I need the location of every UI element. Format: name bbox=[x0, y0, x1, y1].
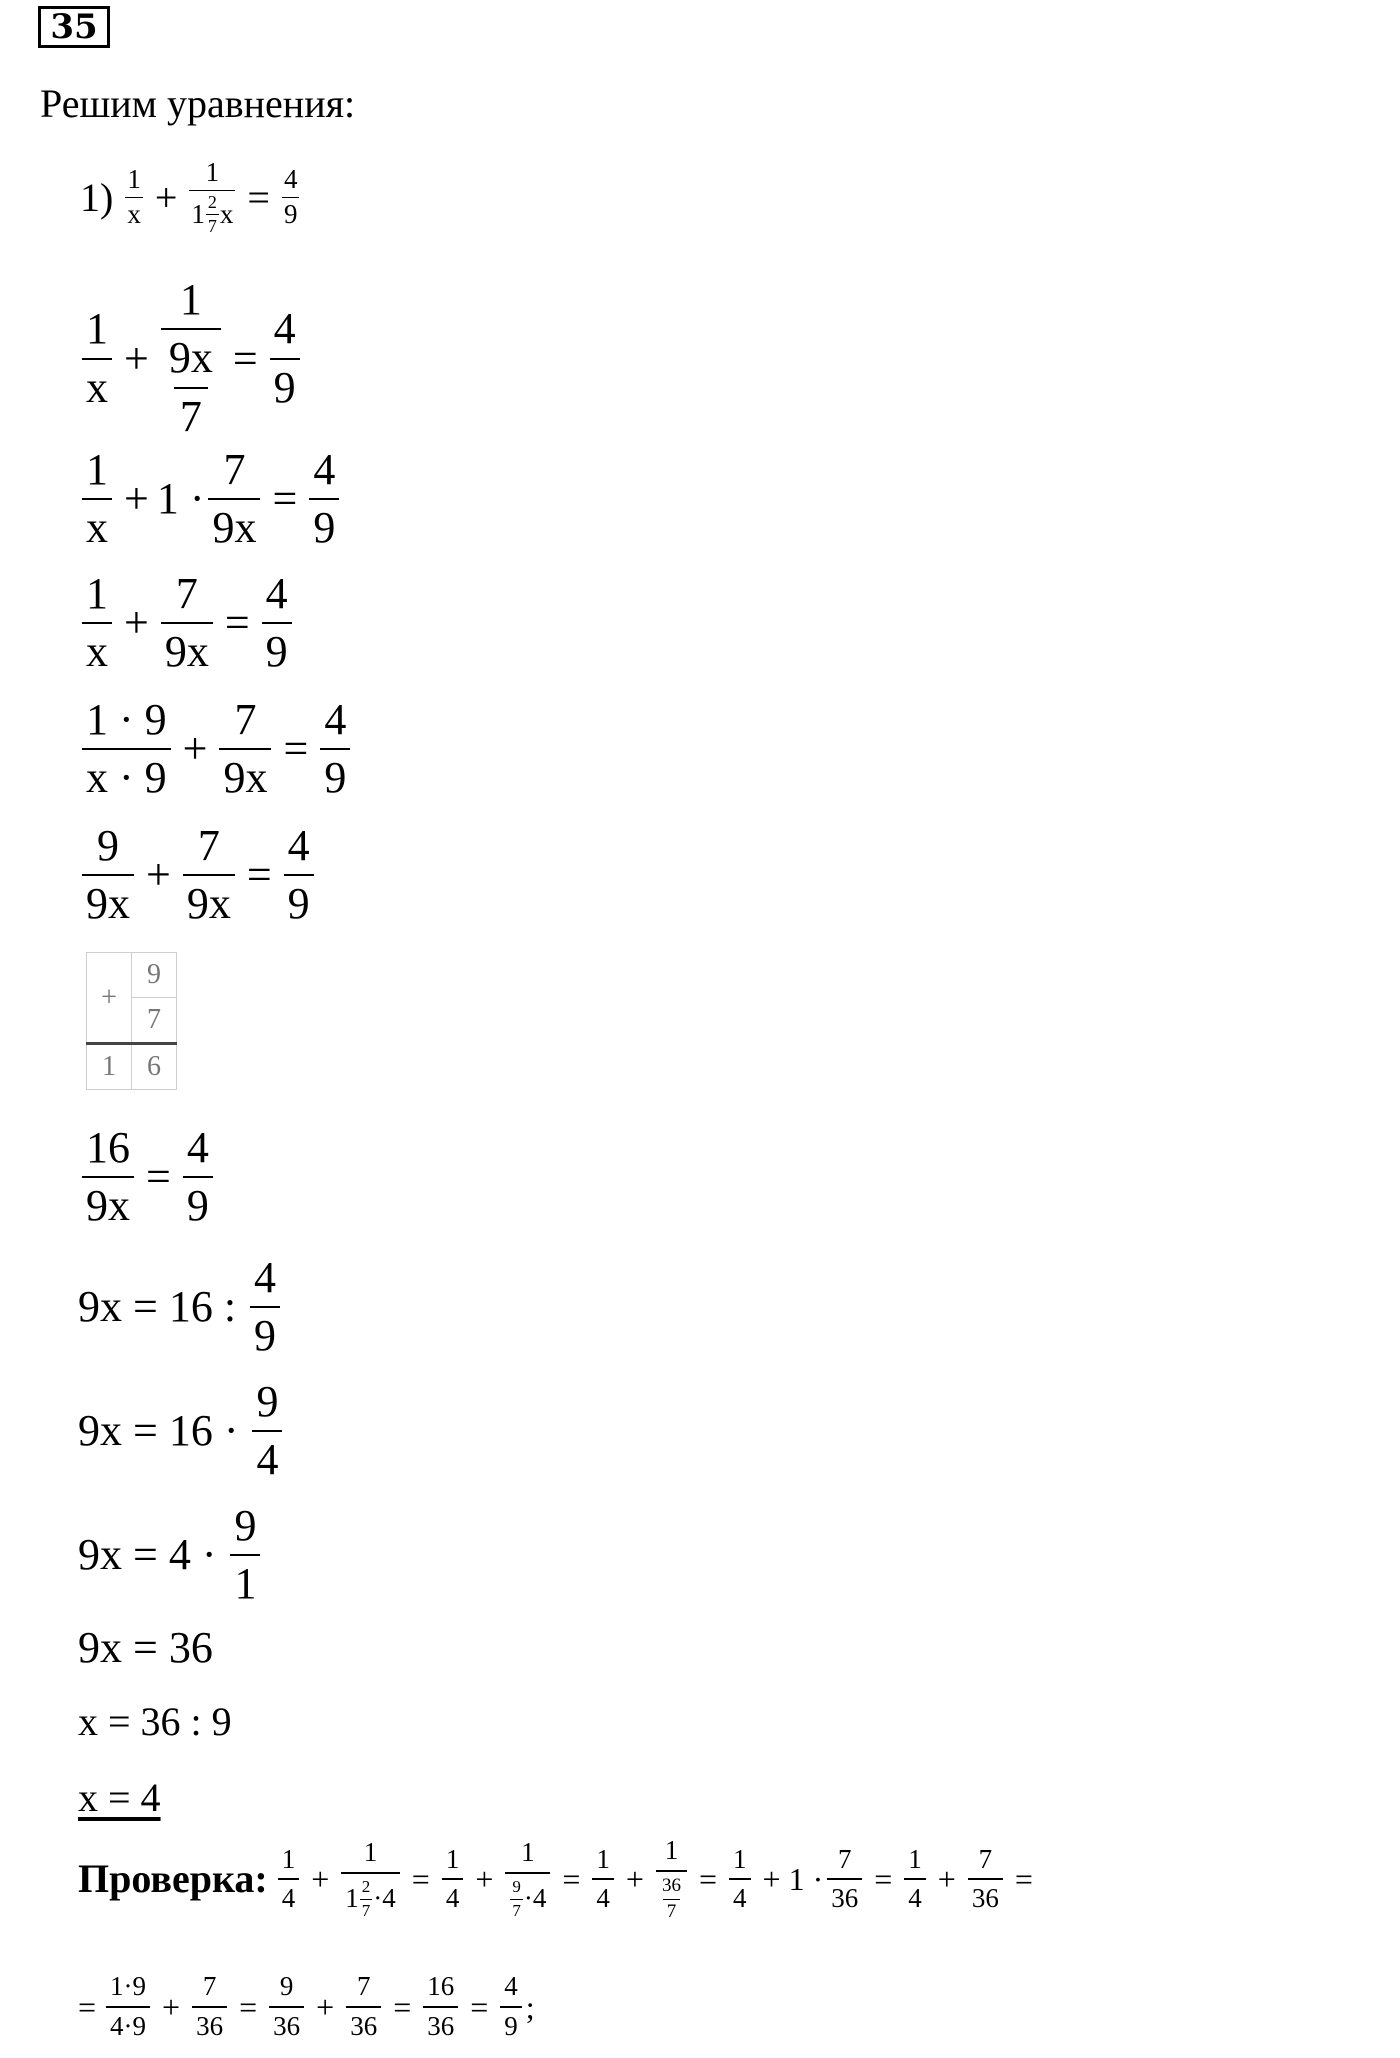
denominator: 9x bbox=[82, 1176, 134, 1230]
operator: + bbox=[182, 724, 208, 774]
numerator: 4 bbox=[265, 569, 288, 618]
math-text: ; bbox=[525, 1988, 535, 2025]
fraction bbox=[505, 1838, 550, 1920]
plus-sign: + bbox=[87, 953, 132, 1044]
fraction bbox=[309, 446, 339, 553]
fraction bbox=[219, 696, 271, 803]
denominator: 36 bbox=[968, 1878, 1003, 1914]
math-text: 36 bbox=[661, 1874, 681, 1896]
digit: 6 bbox=[132, 1044, 177, 1090]
fraction bbox=[360, 1878, 373, 1920]
denominator: 9 bbox=[500, 2006, 522, 2042]
numerator: 4 bbox=[287, 821, 310, 870]
denominator: 36 bbox=[269, 2006, 304, 2042]
column-addition bbox=[86, 952, 177, 1090]
denominator: x bbox=[127, 199, 141, 230]
denominator: 36 bbox=[423, 2006, 458, 2042]
numerator: 9 bbox=[234, 1501, 257, 1550]
math-text: 1 bbox=[191, 199, 205, 230]
numerator: 4 bbox=[504, 1971, 518, 2001]
operator: = bbox=[698, 1861, 718, 1898]
fraction bbox=[82, 1124, 134, 1231]
numerator: 9 bbox=[512, 1876, 521, 1896]
operator: = bbox=[283, 724, 309, 774]
denominator: 4·9 bbox=[106, 2006, 150, 2042]
fraction bbox=[206, 193, 219, 238]
numerator: 2 bbox=[361, 1876, 371, 1896]
denominator: 9 bbox=[283, 199, 298, 230]
fraction bbox=[82, 822, 134, 929]
numerator: 7 bbox=[175, 569, 198, 618]
denominator: 9 bbox=[284, 874, 314, 928]
numerator: 1 bbox=[205, 157, 220, 187]
denominator: 36 bbox=[827, 1878, 862, 1914]
equation-1 bbox=[80, 158, 303, 237]
fraction bbox=[82, 570, 112, 677]
numerator: 16 bbox=[427, 1971, 455, 2001]
operator: + bbox=[162, 1988, 181, 2025]
denominator: 7 bbox=[361, 1900, 371, 1920]
operator: = bbox=[224, 598, 250, 648]
fraction bbox=[106, 1972, 150, 2041]
numerator: 7 bbox=[197, 821, 220, 870]
fraction bbox=[82, 305, 112, 412]
equation-8 bbox=[78, 1254, 284, 1361]
fraction bbox=[230, 1502, 260, 1609]
fraction bbox=[592, 1845, 614, 1914]
equation-6 bbox=[78, 822, 318, 929]
fraction bbox=[656, 1836, 687, 1922]
operator: + bbox=[124, 474, 149, 524]
denominator: x bbox=[82, 498, 112, 552]
operator: + bbox=[146, 850, 171, 900]
numerator: 7 bbox=[234, 695, 257, 744]
denominator: 9 bbox=[309, 498, 339, 552]
numerator: 7 bbox=[223, 445, 246, 494]
math-text: 9x = 16 : bbox=[78, 1282, 237, 1332]
fraction bbox=[262, 570, 292, 677]
denominator: x bbox=[82, 622, 112, 676]
denominator bbox=[161, 328, 221, 441]
operator: = bbox=[232, 333, 258, 383]
fraction bbox=[252, 1378, 282, 1485]
equation-5 bbox=[78, 696, 354, 803]
digit: 7 bbox=[132, 998, 177, 1044]
operator: = bbox=[393, 1988, 412, 2025]
intro-text: Решим уравнения: bbox=[40, 81, 356, 126]
numerator: 1 bbox=[179, 275, 202, 324]
operator: + bbox=[937, 1861, 956, 1898]
denominator: 7 bbox=[207, 216, 217, 237]
denominator: x · 9 bbox=[82, 748, 171, 802]
fraction bbox=[423, 1972, 458, 2041]
operator: + bbox=[124, 598, 149, 648]
numerator: 16 bbox=[86, 1123, 130, 1172]
operator: = bbox=[246, 850, 272, 900]
numerator: 7 bbox=[356, 1971, 371, 2001]
fraction bbox=[208, 446, 260, 553]
operator: + bbox=[124, 333, 149, 383]
denominator: 9 bbox=[320, 748, 350, 802]
operator: + bbox=[625, 1861, 644, 1898]
numerator: 4 bbox=[283, 164, 298, 195]
fraction bbox=[320, 696, 350, 803]
fraction bbox=[270, 305, 300, 412]
equation-11: 9x = 36 bbox=[78, 1623, 213, 1672]
numerator: 1 bbox=[86, 445, 108, 494]
numerator: 1 · 9 bbox=[86, 695, 167, 744]
operator: = bbox=[411, 1861, 430, 1898]
numerator: 7 bbox=[837, 1843, 852, 1874]
check-line bbox=[78, 1836, 1041, 1922]
fraction bbox=[183, 1124, 213, 1231]
check-line-2 bbox=[78, 1972, 535, 2041]
fraction bbox=[82, 446, 112, 553]
fraction bbox=[442, 1845, 464, 1914]
denominator: 9 bbox=[270, 358, 300, 412]
fraction bbox=[729, 1845, 751, 1914]
numerator: 1 bbox=[86, 569, 108, 618]
numerator: 1 bbox=[521, 1837, 535, 1868]
fraction bbox=[510, 1878, 523, 1920]
equation-9 bbox=[78, 1378, 286, 1485]
numerator: 1 bbox=[908, 1843, 922, 1874]
numerator: 1 bbox=[733, 1843, 747, 1874]
operator: + bbox=[316, 1988, 335, 2025]
math-text: 9x bbox=[168, 333, 213, 383]
fraction bbox=[827, 1845, 862, 1914]
denominator: 9 bbox=[183, 1176, 213, 1230]
denominator: 9x bbox=[219, 748, 271, 802]
operator: + bbox=[475, 1861, 494, 1898]
denominator: 36 bbox=[192, 2006, 227, 2042]
fraction bbox=[346, 1972, 381, 2041]
equation-2 bbox=[78, 276, 304, 441]
equation-12: x = 36 : 9 bbox=[78, 1699, 232, 1744]
operator: + bbox=[762, 1861, 781, 1898]
numerator: 1 bbox=[86, 304, 108, 354]
operator: + bbox=[311, 1861, 330, 1898]
numerator: 4 bbox=[254, 1253, 277, 1302]
fraction bbox=[269, 1972, 304, 2041]
denominator: 4 bbox=[729, 1878, 751, 1914]
digit: 9 bbox=[132, 953, 177, 998]
answer: x = 4 bbox=[78, 1775, 161, 1820]
math-text: x bbox=[219, 199, 234, 230]
denominator bbox=[341, 1872, 400, 1920]
math-text: 1 · bbox=[156, 474, 205, 524]
denominator: 1 bbox=[230, 1554, 260, 1608]
operator: = bbox=[239, 1988, 258, 2025]
fraction bbox=[189, 158, 235, 237]
numerator: 9 bbox=[279, 1971, 294, 2001]
operator: = bbox=[1014, 1861, 1033, 1898]
check-label: Проверка: bbox=[78, 1856, 268, 1902]
math-text: 1 bbox=[345, 1883, 359, 1914]
denominator: x bbox=[82, 358, 112, 412]
numerator: 1 bbox=[363, 1837, 378, 1868]
math-text: 1 · bbox=[788, 1861, 824, 1898]
equation-4 bbox=[78, 570, 296, 677]
math-text: 9x = 16 · bbox=[78, 1406, 239, 1456]
operator: = bbox=[874, 1861, 893, 1898]
numerator: 2 bbox=[207, 191, 217, 212]
equation-7 bbox=[78, 1124, 217, 1231]
fraction bbox=[125, 165, 143, 229]
item-label: 1) bbox=[80, 174, 114, 220]
math-text: = bbox=[78, 1988, 97, 2025]
math-text: 7 bbox=[663, 1899, 681, 1923]
numerator: 1 bbox=[281, 1843, 296, 1874]
denominator: 4 bbox=[252, 1430, 282, 1484]
numerator: 9 bbox=[97, 821, 119, 870]
fraction bbox=[278, 1845, 300, 1914]
operator: = bbox=[146, 1152, 171, 1202]
math-text: ·4 bbox=[523, 1883, 547, 1914]
denominator bbox=[505, 1872, 550, 1920]
denominator: 9x bbox=[183, 874, 235, 928]
fraction bbox=[161, 570, 213, 677]
operator: = bbox=[562, 1861, 581, 1898]
denominator: 36 bbox=[346, 2006, 381, 2042]
denominator bbox=[189, 190, 235, 238]
numerator: 1 bbox=[596, 1843, 610, 1874]
numerator: 4 bbox=[324, 695, 347, 744]
task-number: 35 bbox=[38, 6, 110, 48]
denominator: 4 bbox=[442, 1878, 464, 1914]
numerator: 1 bbox=[127, 164, 141, 195]
numerator: 4 bbox=[313, 445, 336, 494]
math-text: ·4 bbox=[373, 1883, 396, 1914]
numerator: 7 bbox=[202, 1971, 217, 2001]
operator: = bbox=[272, 474, 298, 524]
denominator: 4 bbox=[904, 1878, 926, 1914]
denominator: 9x bbox=[82, 874, 134, 928]
denominator: 4 bbox=[278, 1878, 300, 1914]
denominator: 9x bbox=[161, 622, 213, 676]
fraction bbox=[183, 822, 235, 929]
fraction bbox=[500, 1972, 522, 2041]
numerator: 9 bbox=[256, 1377, 279, 1426]
fraction bbox=[282, 165, 300, 229]
numerator: 4 bbox=[186, 1123, 209, 1172]
numerator: 1·9 bbox=[110, 1971, 147, 2001]
denominator: 7 bbox=[512, 1900, 521, 1920]
numerator: 1 bbox=[445, 1843, 460, 1874]
fraction bbox=[82, 696, 171, 803]
fraction bbox=[904, 1845, 926, 1914]
equation-3 bbox=[78, 446, 343, 553]
numerator: 1 bbox=[664, 1835, 679, 1865]
fraction bbox=[284, 822, 314, 929]
fraction bbox=[341, 1838, 400, 1920]
numerator: 4 bbox=[273, 304, 296, 354]
denominator: 9x bbox=[208, 498, 260, 552]
denominator bbox=[656, 1870, 687, 1923]
numerator: 7 bbox=[978, 1843, 993, 1874]
equation-10 bbox=[78, 1502, 264, 1609]
denominator: 4 bbox=[592, 1878, 614, 1914]
denominator: 9 bbox=[262, 622, 292, 676]
operator: = bbox=[470, 1988, 489, 2025]
fraction bbox=[192, 1972, 227, 2041]
digit: 1 bbox=[87, 1044, 132, 1090]
fraction bbox=[968, 1845, 1003, 1914]
math-text: 7 bbox=[174, 387, 208, 441]
fraction bbox=[161, 276, 221, 441]
operator: + bbox=[154, 174, 178, 220]
fraction bbox=[250, 1254, 280, 1361]
denominator: 9 bbox=[250, 1306, 280, 1360]
operator: = bbox=[247, 174, 270, 220]
math-text: 9x = 4 · bbox=[78, 1530, 217, 1580]
